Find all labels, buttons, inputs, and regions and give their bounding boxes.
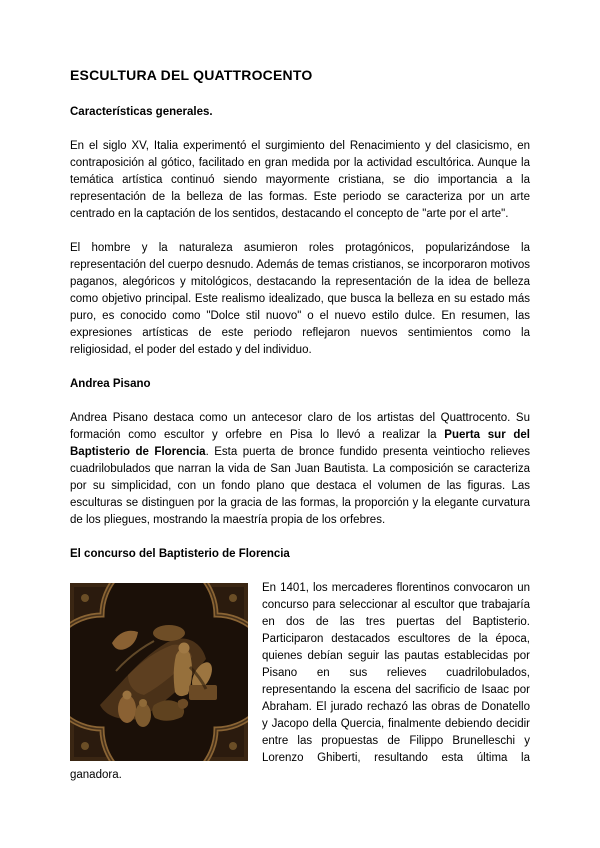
paragraph-generales-2: El hombre y la naturaleza asumieron roles protagónicos, popularizándose la representación del cuerpo desnudo. Además de temas cristianos, se incorporaron motivos paganos, alegóricos y mitológicos, destacando la representación de la idea de belleza como objetivo principal. Este realismo idealizado, que busca la belleza en su estado más puro, es conocido como "Dolce stil nuovo" o el nuevo estilo dulce. En resumen, las expresiones artísticas de este periodo reflejaron nuevos sentimientos como la religiosidad, el poder del estado y del individuo. (70, 242, 530, 356)
servant-head (139, 699, 147, 707)
ram-figure (153, 625, 185, 641)
corner-ornament-icon (229, 594, 237, 602)
section-heading-andrea-pisano: Andrea Pisano (70, 378, 151, 390)
corner-ornament-icon (229, 742, 237, 750)
paragraph-pisano-bold-phrase: Puerta sur del Baptisterio de Florencia (70, 429, 530, 458)
corner-ornament-icon (81, 594, 89, 602)
paragraph-concurso-text: En 1401, los mercaderes florentinos convocaron un concurso para seleccionar al escultor que trabajaría en dos de las tres puertas del Baptisterio. Participaron destacados escultores de la época, quienes debían seguir las pautas establecidas por Pisano en sus relieves cuadrilobulados, representando la escena del sacrificio de Isaac por Abraham. El jurado rechazó las obras de Donatello y Jacopo della Quercia, finalmente debiendo decidir entre las propuestas de Filippo Brunelleschi y Lorenzo Ghiberti, resultando esta última la ganadora. (70, 582, 530, 781)
relief-image (70, 583, 248, 761)
paragraph-concurso-block (70, 580, 530, 784)
servant-head (123, 691, 132, 700)
section-heading-caracteristicas-generales: Características generales. (70, 106, 213, 118)
altar-block (189, 685, 217, 700)
document-title: ESCULTURA DEL QUATTROCENTO (70, 67, 313, 83)
paragraph-pisano-text-after: . Esta puerta de bronce fundido presenta veintiocho relieves cuadrilobulados que narran la vida de San Juan Bautista. La composición se caracteriza por su simplicidad, con un fondo plano que destaca el volumen de las figuras. Las esculturas se distinguen por la gracia de las formas, la proporción y la elegante curvatura de los pliegues, mostrando la maestría propia de los orfebres. (70, 446, 530, 526)
quatrefoil-relief-illustration (70, 583, 248, 761)
paragraph-pisano (70, 410, 530, 529)
section-heading-concurso-baptisterio: El concurso del Baptisterio de Florencia (70, 548, 290, 560)
paragraph-generales-1: En el siglo XV, Italia experimentó el surgimiento del Renacimiento y del clasicismo, en contraposición al gótico, facilitado en gran medida por la actividad escultórica. Aunque la temática artística continuó siendo mayormente cristiana, se dio importancia a la representación de la belleza de las formas. Este periodo se caracteriza por un arte centrado en la captación de los sentidos, destacando el concepto de "arte por el arte". (70, 140, 530, 220)
abraham-head (179, 643, 190, 654)
corner-ornament-icon (81, 742, 89, 750)
paragraph-pisano-text-before: Andrea Pisano destaca como un antecesor claro de los artistas del Quattrocento. Su formación como escultor y orfebre en Pisa lo llevó a realizar la (70, 412, 530, 441)
